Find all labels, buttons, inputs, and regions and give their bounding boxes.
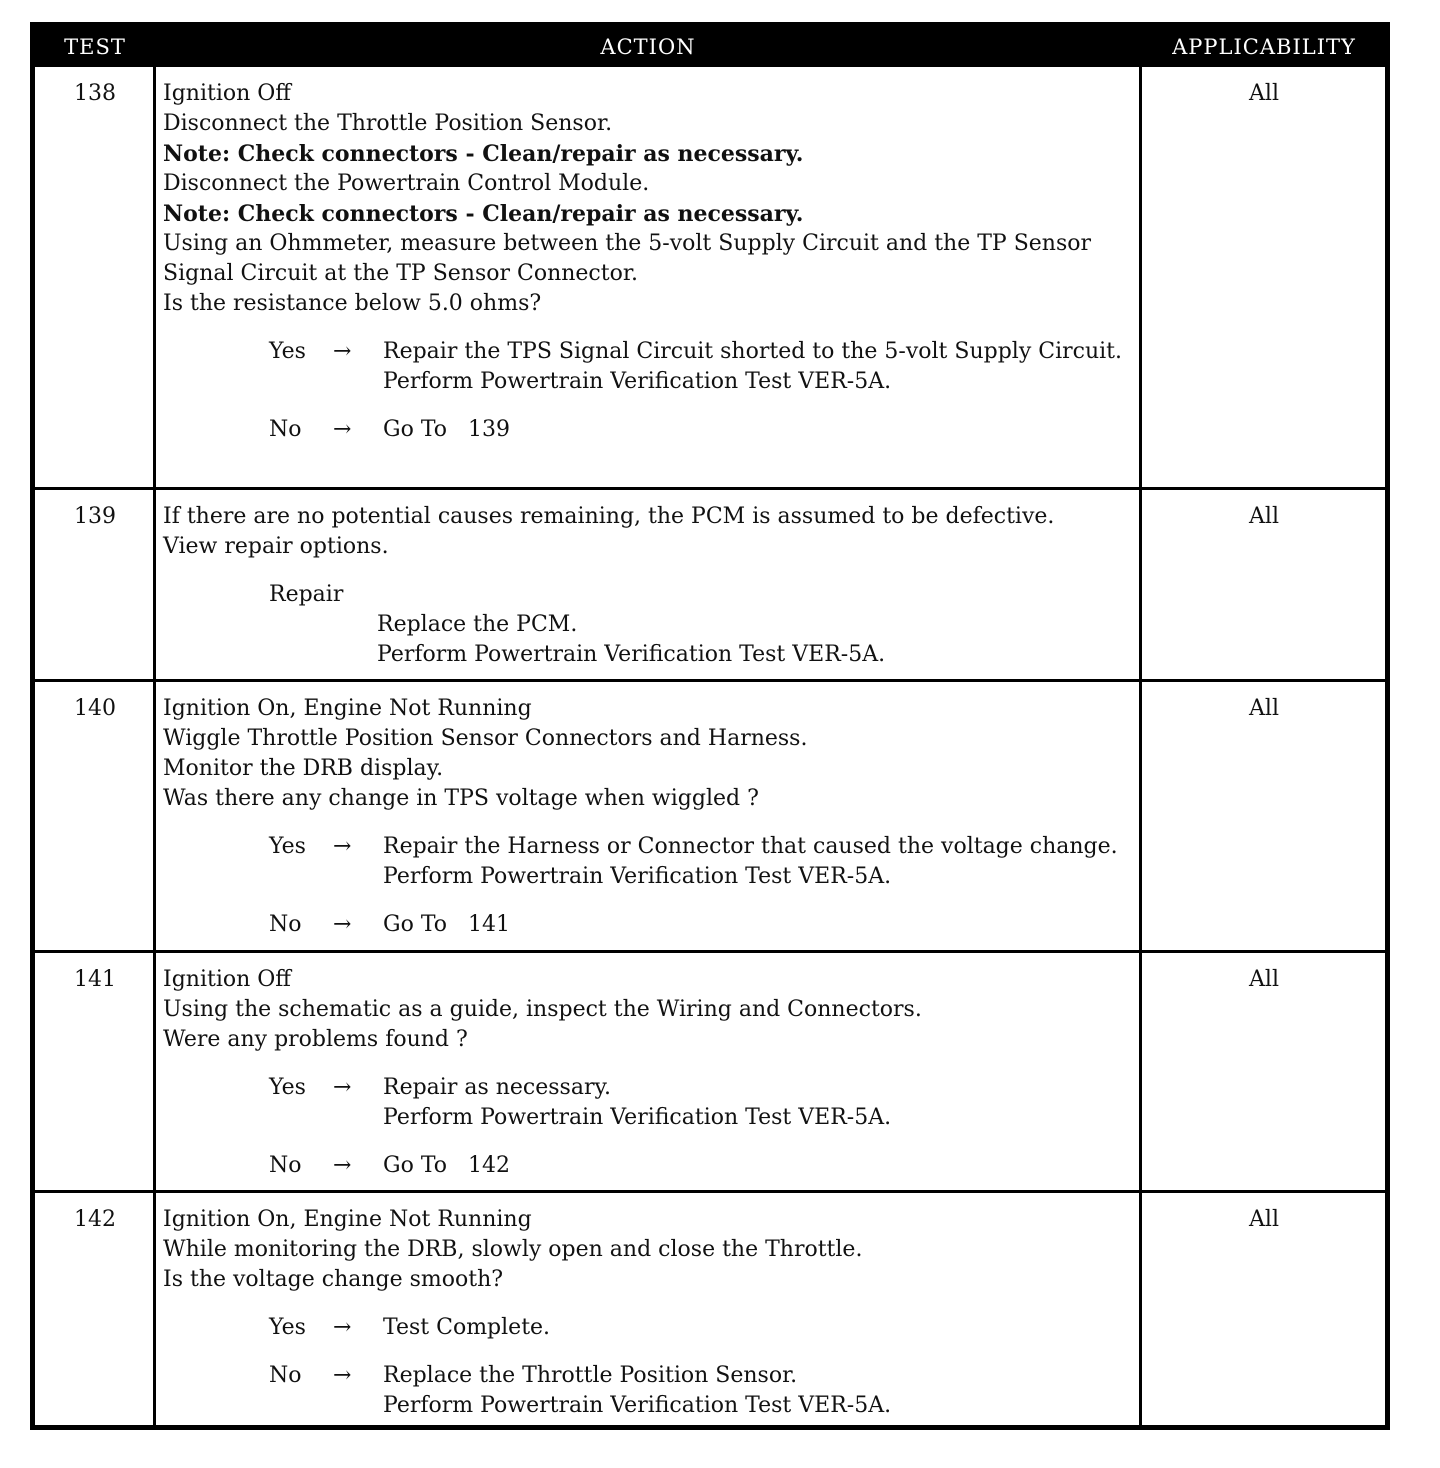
no-branch [163, 1151, 1131, 1181]
arrow-right-icon: → [333, 339, 352, 364]
action-line: Ignition On, Engine Not Running [163, 1207, 532, 1232]
yes-label: Yes [269, 1315, 306, 1340]
yes-label: Yes [269, 834, 306, 859]
no-result: Go To 139 [383, 417, 510, 442]
no-label: No [269, 1363, 302, 1388]
action-line: Is the resistance below 5.0 ohms? [163, 291, 542, 316]
table-row-142 [35, 1193, 1385, 1425]
test-number: 141 [74, 967, 116, 992]
yes-result: Perform Powertrain Verification Test VER-5A. [383, 1105, 892, 1130]
action-line: Signal Circuit at the TP Sensor Connector. [163, 261, 638, 286]
action-cell [163, 694, 1131, 940]
table-row-140 [35, 682, 1385, 950]
applicability-cell: All [1249, 1207, 1279, 1232]
arrow-right-icon: → [333, 1315, 352, 1340]
table-row-139 [35, 490, 1385, 679]
no-branch [163, 1361, 1131, 1421]
yes-result: Repair as necessary. [383, 1075, 611, 1100]
applicability-cell: All [1249, 696, 1279, 721]
action-cell [163, 1205, 1131, 1421]
action-line: Using the schematic as a guide, inspect the Wiring and Connectors. [163, 997, 922, 1022]
yes-result: Test Complete. [383, 1315, 551, 1340]
action-line: Ignition Off [163, 81, 291, 106]
action-line: Disconnect the Throttle Position Sensor. [163, 111, 613, 136]
header-applicability: APPLICABILITY [1172, 35, 1356, 59]
yes-result: Repair the TPS Signal Circuit shorted to the 5-volt Supply Circuit. [383, 339, 1122, 364]
action-cell [163, 79, 1131, 445]
action-line: Monitor the DRB display. [163, 756, 444, 781]
action-line: Ignition Off [163, 967, 291, 992]
applicability-cell: All [1249, 504, 1279, 529]
yes-branch [163, 1073, 1131, 1133]
yes-branch [163, 1313, 1131, 1343]
action-line: Using an Ohmmeter, measure between the 5-volt Supply Circuit and the TP Sensor [163, 231, 1092, 256]
header-test: TEST [64, 35, 126, 59]
arrow-right-icon: → [333, 912, 352, 937]
action-line: Disconnect the Powertrain Control Module. [163, 171, 650, 196]
yes-result: Repair the Harness or Connector that caused the voltage change. [383, 834, 1118, 859]
no-label: No [269, 912, 302, 937]
arrow-right-icon: → [333, 834, 352, 859]
yes-branch [163, 832, 1131, 892]
test-number: 140 [74, 696, 116, 721]
action-line: View repair options. [163, 534, 389, 559]
table-row-141 [35, 953, 1385, 1190]
repair-label: Repair [269, 582, 344, 607]
table-header [35, 27, 1385, 67]
repair-step: Replace the PCM. [377, 612, 578, 637]
no-result: Perform Powertrain Verification Test VER-5A. [383, 1393, 892, 1418]
yes-result: Perform Powertrain Verification Test VER-5A. [383, 864, 892, 889]
arrow-right-icon: → [333, 1153, 352, 1178]
no-label: No [269, 417, 302, 442]
test-number: 138 [74, 81, 116, 106]
yes-label: Yes [269, 1075, 306, 1100]
action-cell [163, 502, 1131, 670]
applicability-cell: All [1249, 967, 1279, 992]
test-number: 142 [74, 1207, 116, 1232]
table-row-138 [35, 67, 1385, 487]
no-branch [163, 415, 1131, 445]
no-result: Replace the Throttle Position Sensor. [383, 1363, 798, 1388]
no-result: Go To 141 [383, 912, 510, 937]
action-line: Wiggle Throttle Position Sensor Connectors and Harness. [163, 726, 808, 751]
arrow-right-icon: → [333, 417, 352, 442]
yes-label: Yes [269, 339, 306, 364]
action-line: While monitoring the DRB, slowly open and close the Throttle. [163, 1237, 863, 1262]
applicability-cell: All [1249, 81, 1279, 106]
test-table [30, 22, 1390, 1430]
yes-branch [163, 337, 1131, 397]
test-number: 139 [74, 504, 116, 529]
yes-result: Perform Powertrain Verification Test VER-5A. [383, 369, 892, 394]
action-line: Ignition On, Engine Not Running [163, 696, 532, 721]
action-line: If there are no potential causes remaining, the PCM is assumed to be defective. [163, 504, 1055, 529]
action-line: Were any problems found ? [163, 1027, 468, 1052]
action-line: Was there any change in TPS voltage when wiggled ? [163, 786, 759, 811]
action-line: Is the voltage change smooth? [163, 1267, 504, 1292]
header-action: ACTION [600, 35, 696, 59]
arrow-right-icon: → [333, 1075, 352, 1100]
no-label: No [269, 1153, 302, 1178]
no-result: Go To 142 [383, 1153, 510, 1178]
arrow-right-icon: → [333, 1363, 352, 1388]
no-branch [163, 910, 1131, 940]
action-cell [163, 965, 1131, 1181]
note-line: Note: Check connectors - Clean/repair as necessary. [163, 141, 804, 167]
repair-step: Perform Powertrain Verification Test VER-5A. [377, 642, 886, 667]
note-line: Note: Check connectors - Clean/repair as necessary. [163, 201, 804, 227]
